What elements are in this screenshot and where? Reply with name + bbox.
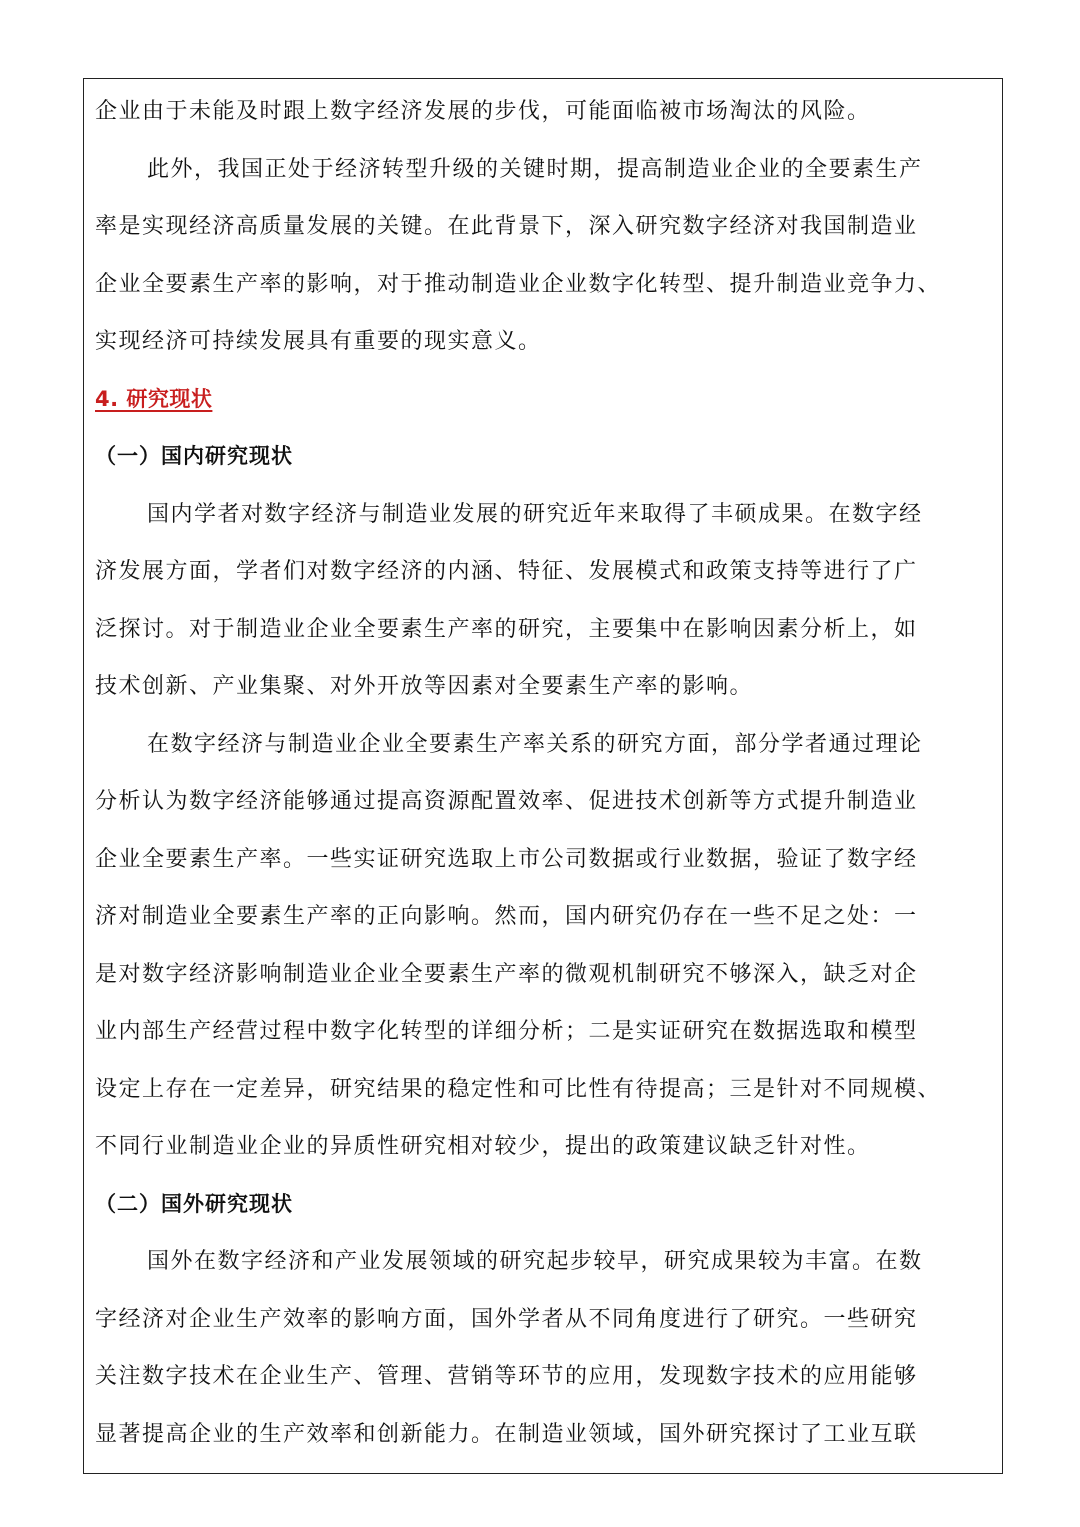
paragraph-line: 企业全要素生产率。一些实证研究选取上市公司数据或行业数据，验证了数字经 (95, 846, 918, 872)
paragraph-line: 国外在数字经济和产业发展领域的研究起步较早，研究成果较为丰富。在数 (147, 1249, 923, 1274)
paragraph-line: 泛探讨。对于制造业企业全要素生产率的研究，主要集中在影响因素分析上，如 (95, 616, 918, 642)
paragraph-line: 设定上存在一定差异，研究结果的稳定性和可比性有待提高；三是针对不同规模、 (95, 1076, 942, 1102)
section-heading (95, 371, 991, 429)
document-body (95, 83, 991, 1463)
paragraph-line: 在数字经济与制造业企业全要素生产率关系的研究方面，部分学者通过理论 (147, 731, 923, 757)
paragraph-line: 企业由于未能及时跟上数字经济发展的步伐，可能面临被市场淘汰的风险。 (95, 99, 871, 124)
section-heading-text: 4. 研究现状 (95, 386, 213, 411)
subsection-heading: （二）国外研究现状 (95, 1191, 293, 1216)
paragraph-line: 国内学者对数字经济与制造业发展的研究近年来取得了丰硕成果。在数字经 (147, 501, 923, 527)
paragraph-line: 业内部生产经营过程中数字化转型的详细分析；二是实证研究在数据选取和模型 (95, 1019, 918, 1044)
paragraph-line: 济对制造业全要素生产率的正向影响。然而，国内研究仍存在一些不足之处：一 (95, 904, 918, 929)
paragraph-line: 字经济对企业生产效率的影响方面，国外学者从不同角度进行了研究。一些研究 (95, 1306, 918, 1332)
paragraph-line: 显著提高企业的生产效率和创新能力。在制造业领域，国外研究探讨了工业互联 (95, 1421, 918, 1447)
paragraph-line: 分析认为数字经济能够通过提高资源配置效率、促进技术创新等方式提升制造业 (95, 789, 918, 814)
paragraph-line: 此外，我国正处于经济转型升级的关键时期，提高制造业企业的全要素生产 (147, 156, 923, 182)
paragraph-line: 技术创新、产业集聚、对外开放等因素对全要素生产率的影响。 (95, 674, 754, 699)
paragraph-line: 实现经济可持续发展具有重要的现实意义。 (95, 329, 542, 354)
paragraph-line: 企业全要素生产率的影响，对于推动制造业企业数字化转型、提升制造业竞争力、 (95, 271, 942, 297)
subsection-heading: （一）国内研究现状 (95, 444, 293, 468)
paragraph-line: 是对数字经济影响制造业企业全要素生产率的微观机制研究不够深入，缺乏对企 (95, 961, 918, 987)
paragraph-line: 济发展方面，学者们对数字经济的内涵、特征、发展模式和政策支持等进行了广 (95, 559, 918, 584)
paragraph-line: 率是实现经济高质量发展的关键。在此背景下，深入研究数字经济对我国制造业 (95, 214, 918, 239)
paragraph-line: 不同行业制造业企业的异质性研究相对较少，提出的政策建议缺乏针对性。 (95, 1134, 871, 1159)
paragraph-line: 关注数字技术在企业生产、管理、营销等环节的应用，发现数字技术的应用能够 (95, 1364, 918, 1389)
